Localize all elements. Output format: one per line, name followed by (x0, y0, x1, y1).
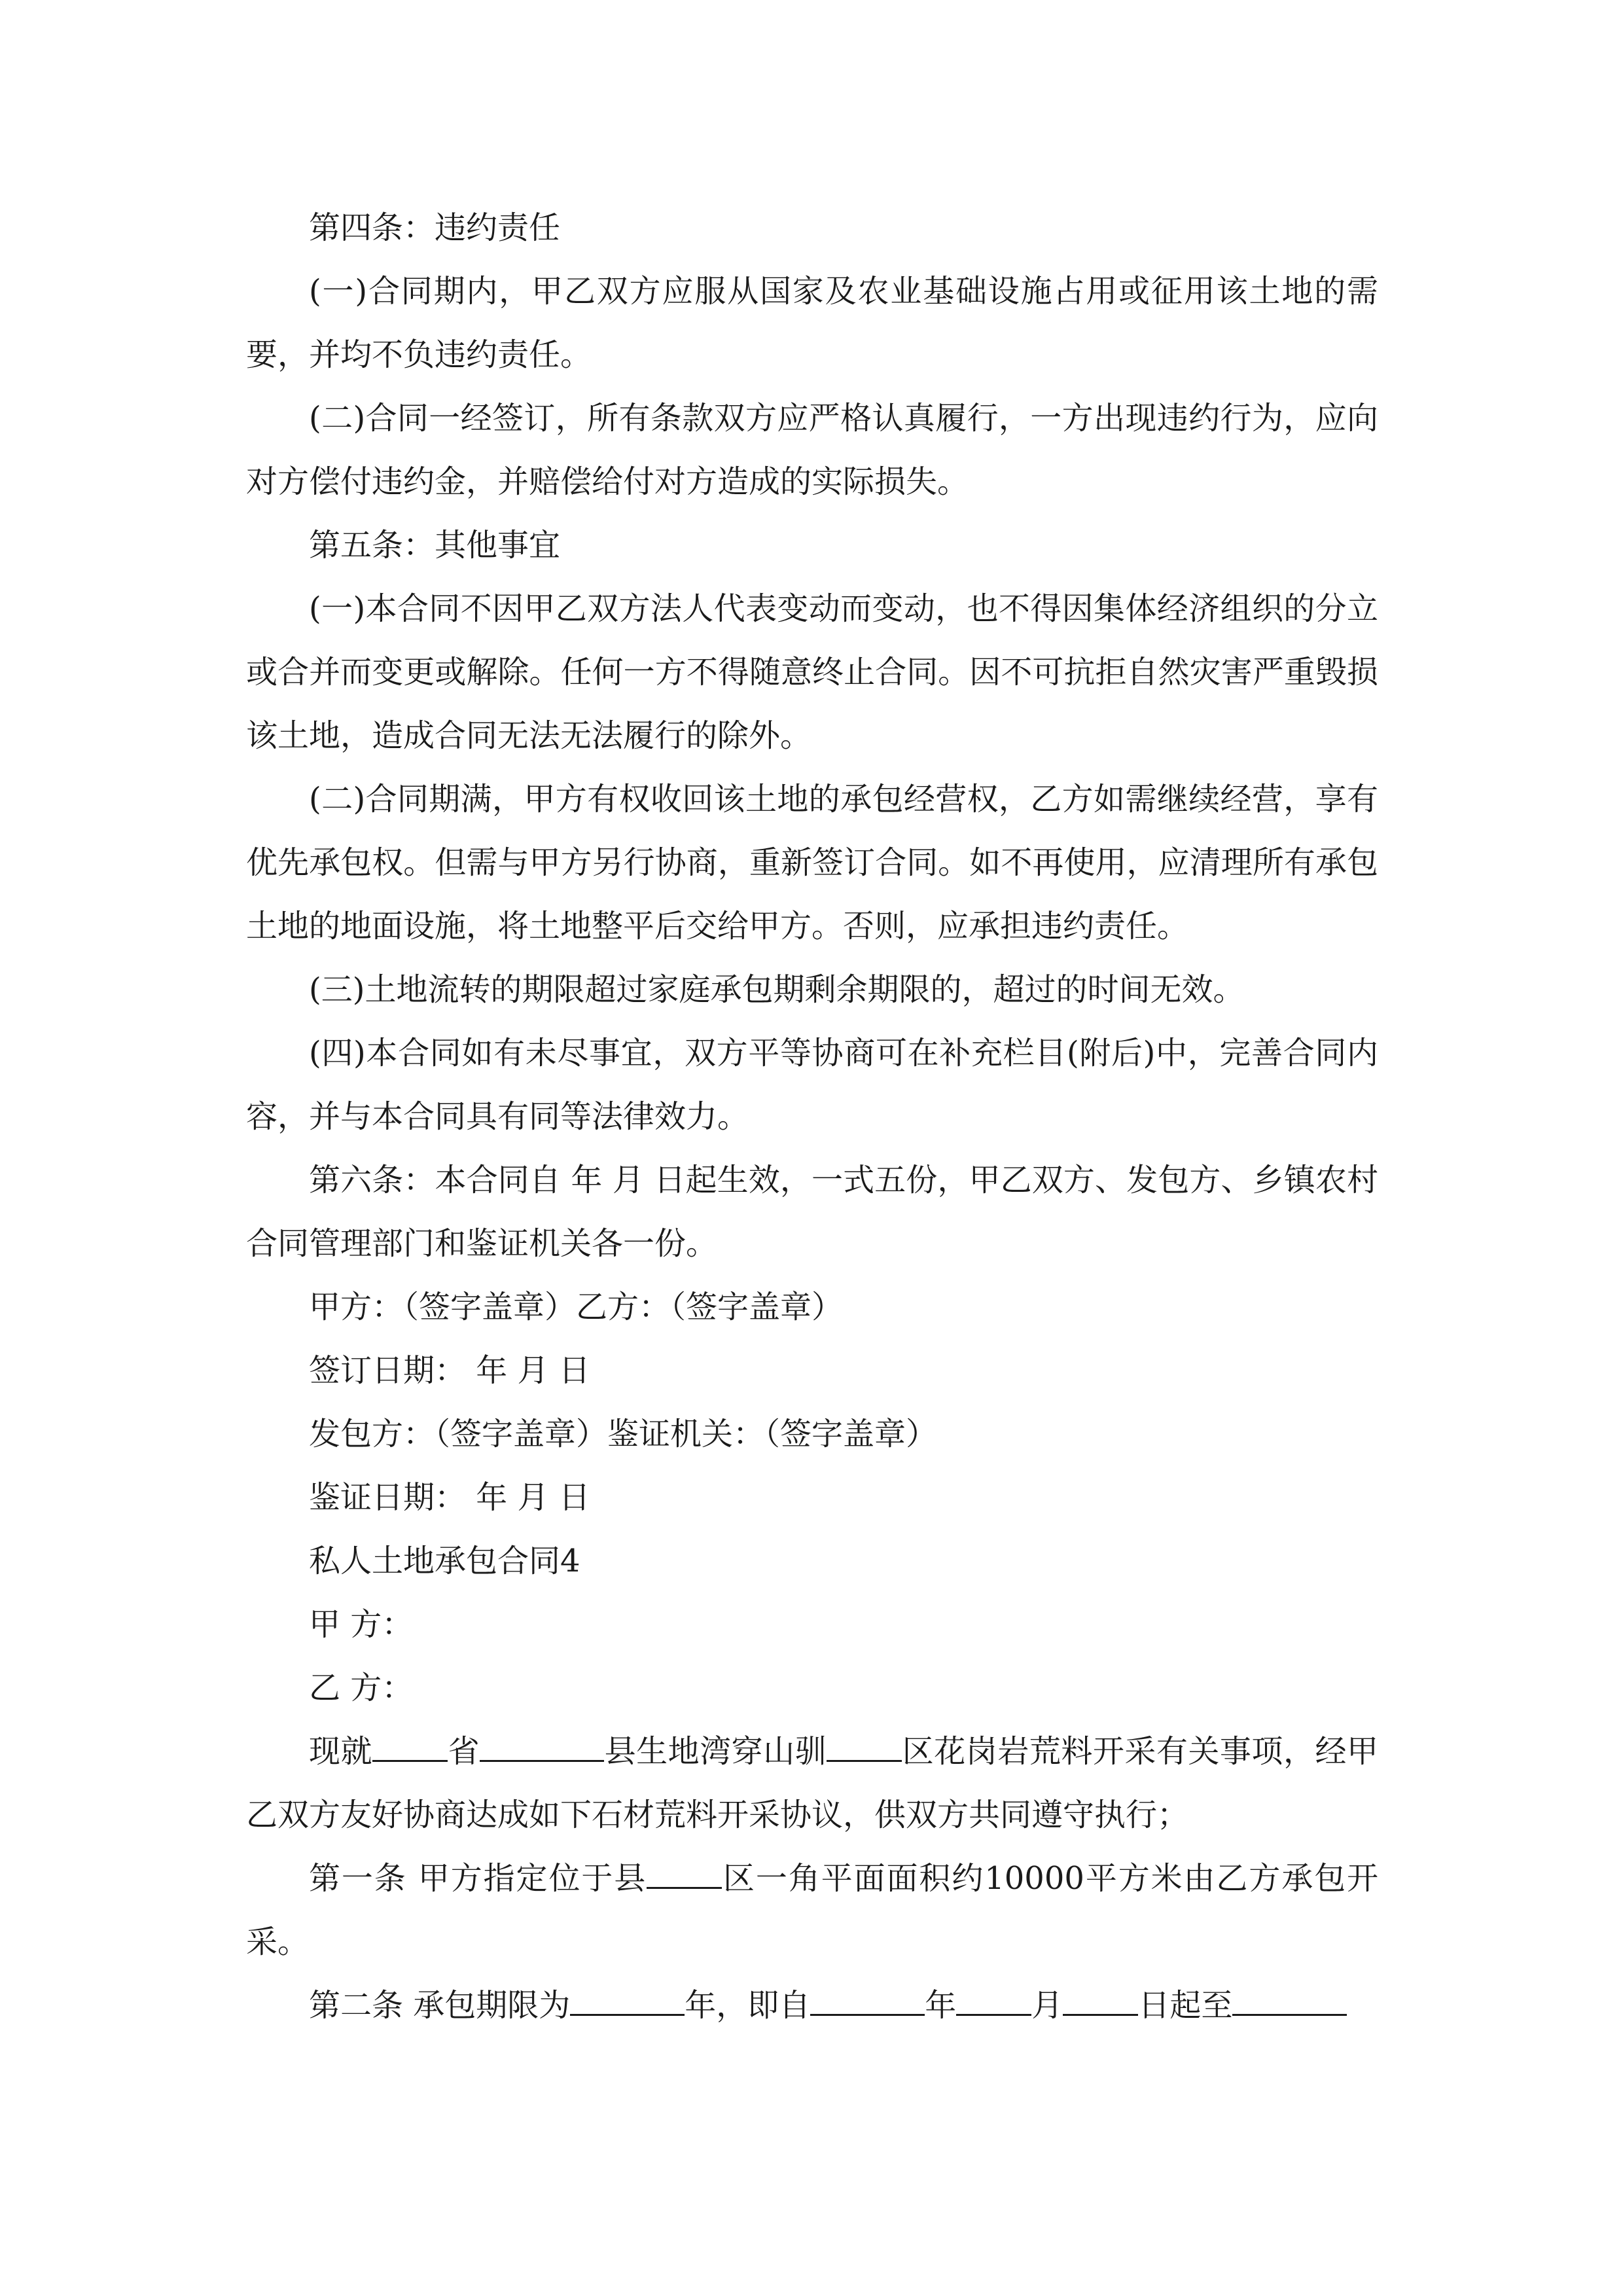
article-5-clause-3: (三)土地流转的期限超过家庭承包期剩余期限的，超过的时间无效。 (309, 971, 1245, 1008)
article-5-clause-4: (四)本合同如有未尽事宜，双方平等协商可在补充栏目(附后)中，完善合同内容，并与本合同具有同等法律效力。 (246, 1035, 1378, 1135)
article-4-clause-2: (二)合同一经签订，所有条款双方应严格认真履行，一方出现违约行为，应向对方偿付违约金，并赔偿给付对方造成的实际损失。 (246, 400, 1378, 500)
area-blank (827, 1730, 902, 1762)
article-2-text-4: 月 (1031, 1987, 1063, 2024)
signing-date: 签订日期： 年 月 日 (309, 1352, 590, 1389)
start-month-blank (956, 1984, 1031, 2016)
preamble-text-4: 区花岗岩荒料开采有关事项，经甲乙双方友好协商达成如下石材荒料开采协议，供双方共同遵守执行； (246, 1733, 1378, 1833)
contract-4-title: 私人土地承包合同4 (309, 1543, 580, 1579)
article-5-heading: 第五条：其他事宜 (309, 527, 561, 564)
verification-date: 鉴证日期： 年 月 日 (309, 1479, 590, 1516)
mining-preamble (246, 1720, 1378, 1847)
county-blank (480, 1730, 604, 1762)
article-1-text-2: 区一角平面面积约10000平方米由乙方承包开采。 (246, 1860, 1378, 1960)
preamble-text-2: 省 (448, 1733, 480, 1770)
term-years-blank (570, 1984, 685, 2016)
article-2-text-3: 年 (925, 1987, 957, 2024)
preamble-text-3: 县生地湾穿山驯 (604, 1733, 827, 1770)
contract-body (246, 196, 1378, 2037)
article-2-text-5: 日起至 (1138, 1987, 1233, 2024)
party-a-line: 甲 方： (309, 1606, 414, 1643)
article-2-text-2: 年，即自 (685, 1987, 811, 2024)
article-4-clause-1: (一)合同期内，甲乙双方应服从国家及农业基础设施占用或征用该土地的需要，并均不负违约责任。 (246, 273, 1378, 373)
issuer-signatures: 发包方：（签字盖章）鉴证机关：（签字盖章） (309, 1416, 938, 1452)
province-blank (372, 1730, 448, 1762)
article-5-clause-1: (一)本合同不因甲乙双方法人代表变动而变动，也不得因集体经济组织的分立或合并而变更或解除。任何一方不得随意终止合同。因不可抗拒自然灾害严重毁损该土地，造成合同无法无法履行的除外。 (246, 590, 1378, 754)
preamble-text-1: 现就 (309, 1733, 373, 1770)
start-day-blank (1063, 1984, 1138, 2016)
article-6: 第六条：本合同自 年 月 日起生效，一式五份，甲乙双方、发包方、乡镇农村合同管理部门和鉴证机关各一份。 (246, 1162, 1378, 1262)
location-blank (647, 1857, 722, 1889)
mining-article-2 (246, 1974, 1378, 2037)
end-date-blank (1232, 1984, 1347, 2016)
mining-article-1 (246, 1847, 1378, 1974)
article-1-text-1: 第一条 甲方指定位于县 (309, 1860, 647, 1897)
article-4-heading: 第四条：违约责任 (309, 209, 561, 246)
party-signatures: 甲方：（签字盖章）乙方：（签字盖章） (309, 1289, 844, 1325)
article-2-text-1: 第二条 承包期限为 (309, 1987, 571, 2024)
start-year-blank (810, 1984, 925, 2016)
party-b-line: 乙 方： (309, 1670, 414, 1706)
article-5-clause-2: (二)合同期满，甲方有权收回该土地的承包经营权，乙方如需继续经营，享有优先承包权。但需与甲方另行协商，重新签订合同。如不再使用，应清理所有承包土地的地面设施，将土地整平后交给甲方。否则，应承担违约责任。 (246, 781, 1378, 944)
